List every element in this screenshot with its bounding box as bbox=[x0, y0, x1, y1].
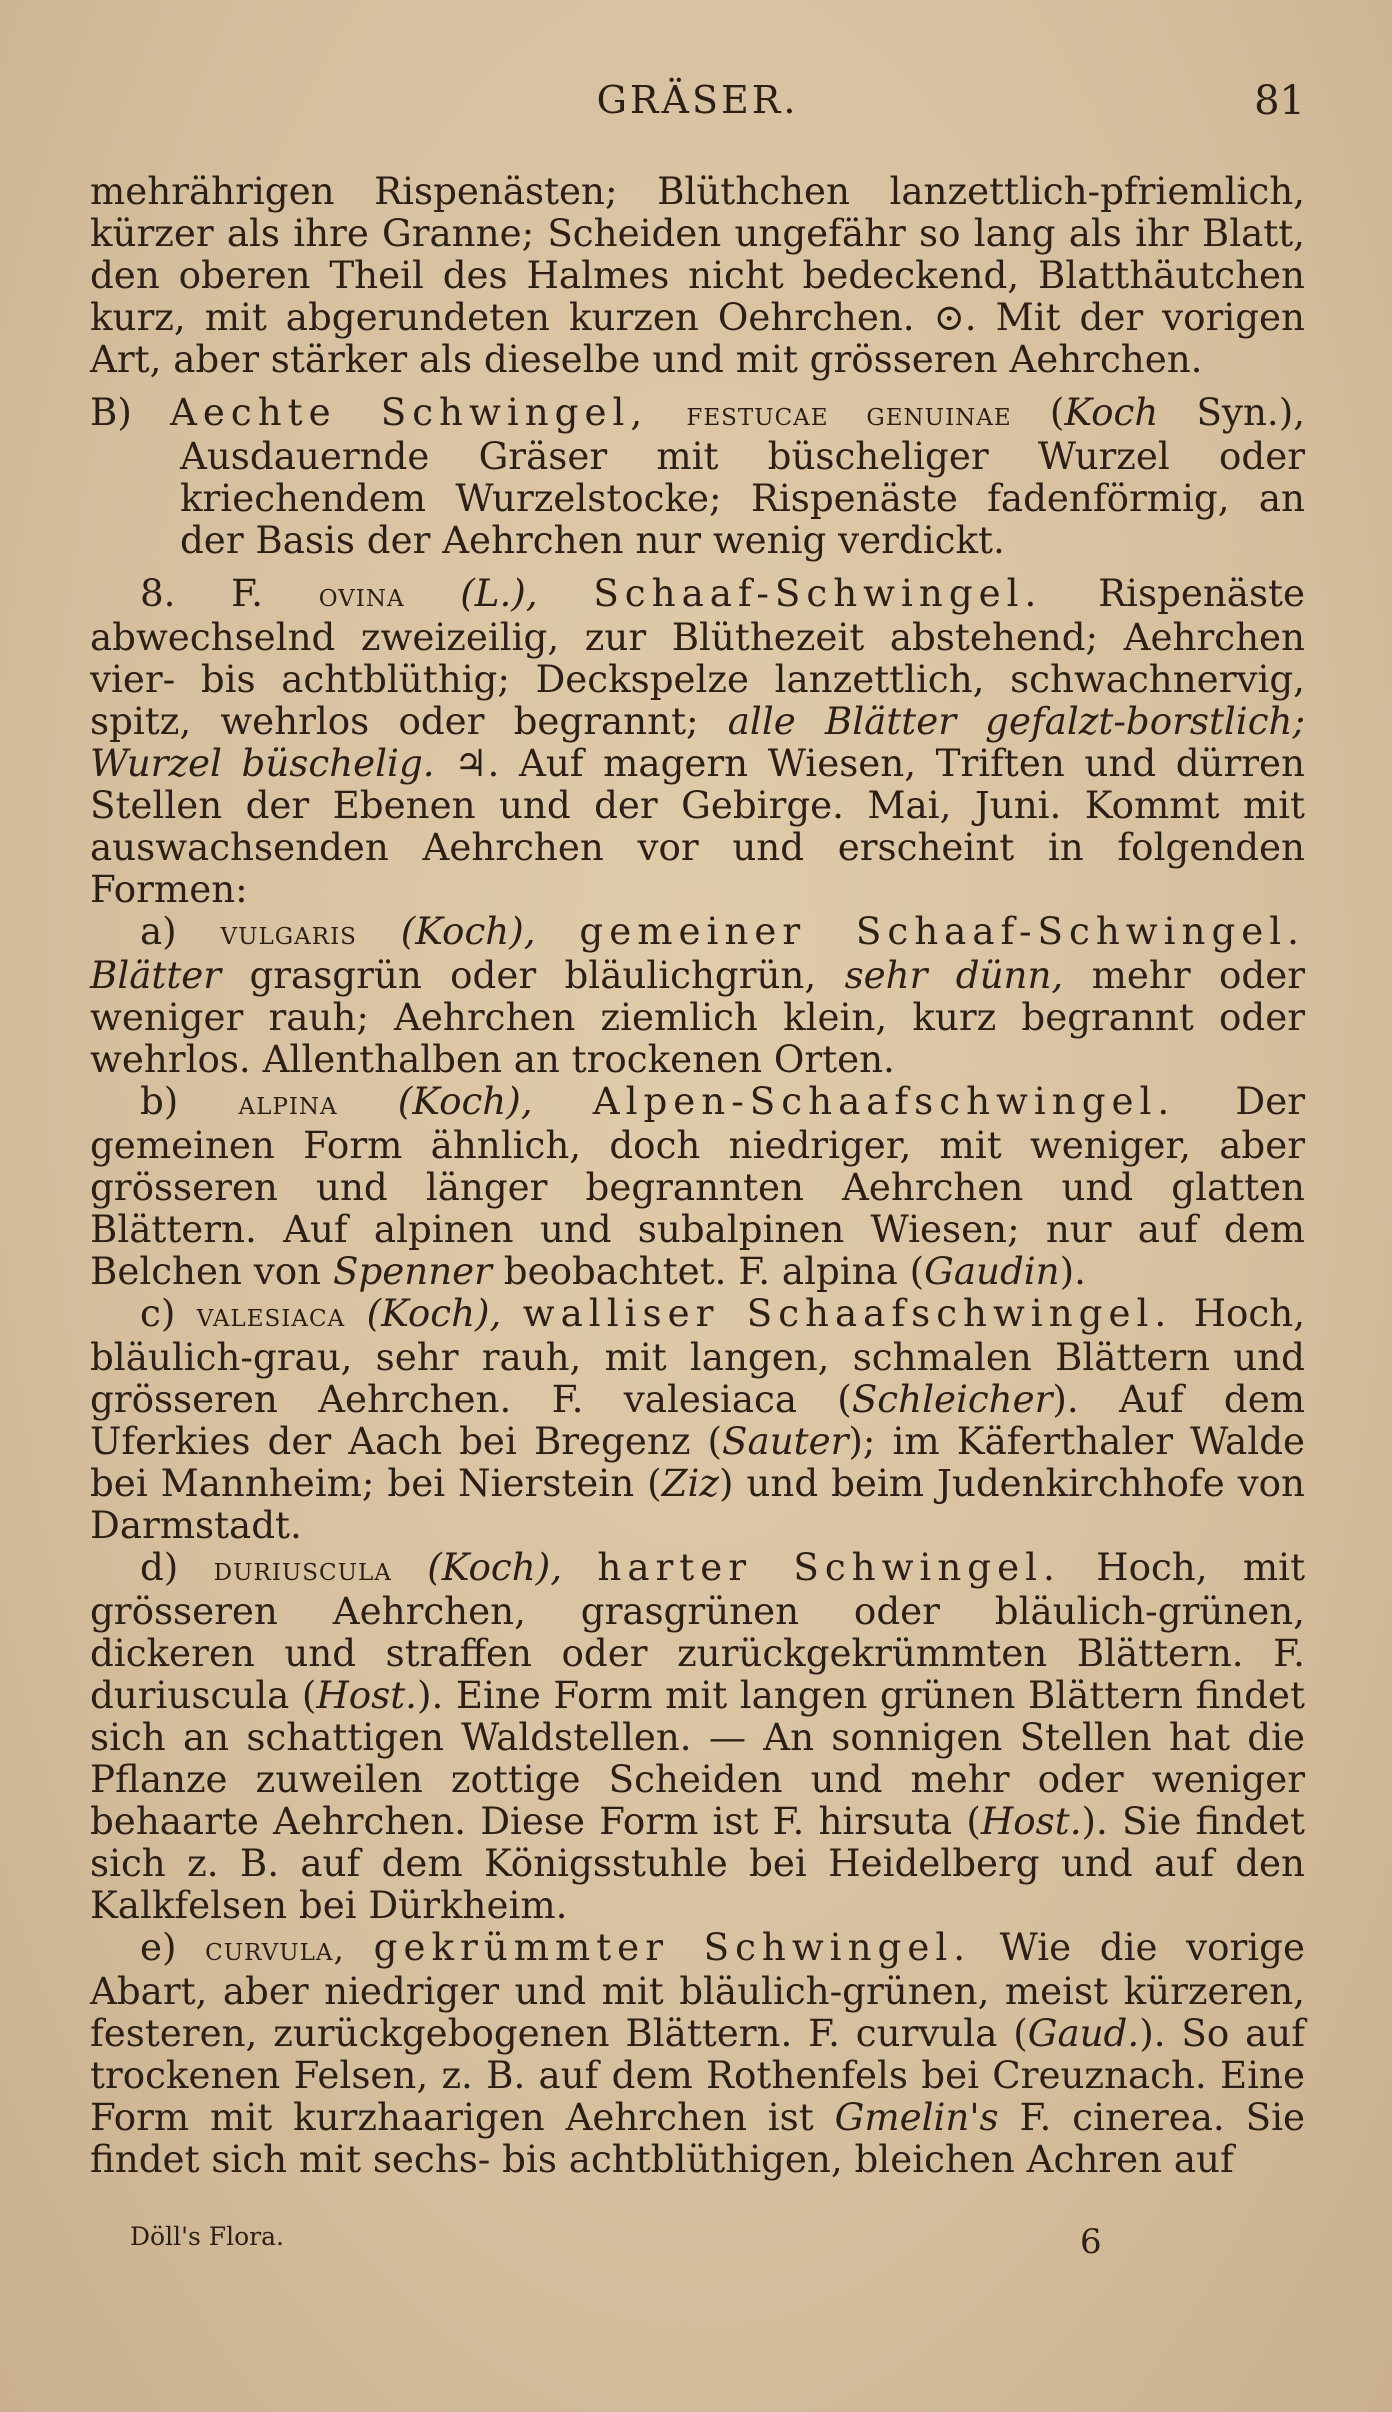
form-a-vulgaris: a) vulgaris (Koch), gemeiner Schaaf-Schwingel. Blätter grasgrün oder bläulichgrün, sehr dünn, mehr oder weniger rauh; Aehrchen ziemlich klein, kurz begrannt oder wehrlos. Allenthalben an trockenen Orten. bbox=[90, 909, 1305, 1081]
running-title: GRÄSER. bbox=[596, 78, 799, 122]
form-c-valesiaca: c) valesiaca (Koch), walliser Schaafschwingel. Hoch, bläulich-grau, sehr rauh, mit langen, schmalen Blättern und grösseren Aehrchen. F. valesiaca (Schleicher). Auf dem Uferkies der Aach bei Bregenz (Sauter); im Käferthaler Walde bei Mannheim; bei Nierstein (Ziz) und beim Judenkirchhofe von Darmstadt. bbox=[90, 1291, 1306, 1547]
form-b-alpina: b) alpina (Koch), Alpen-Schaafschwingel. Der gemeinen Form ähnlich, doch niedriger, mit weniger, aber grösseren und länger begrannten Aehrchen und glatten Blättern. Auf alpinen und subalpinen Wiesen; nur auf dem Belchen von Spenner beobachtet. F. alpina (Gaudin). bbox=[90, 1079, 1305, 1293]
species-8-ovina: 8. F. ovina (L.), Schaaf-Schwingel. Rispenäste abwechselnd zweizeilig, zur Blüthezeit abstehend; Aehrchen vier- bis achtblüthig; Deckspelze lanzettlich, schwachnervig, spitz, wehrlos oder begrannt; alle Blätter gefalzt-borstlich; Wurzel büschelig. ♃. Auf magern Wiesen, Triften und dürren Stellen der Ebenen und der Gebirge. Mai, Juni. Kommt mit auswachsenden Aehrchen vor und erscheint in folgenden Formen: bbox=[90, 571, 1306, 911]
page-footer bbox=[130, 2222, 1130, 2262]
body-text bbox=[90, 170, 1305, 2180]
form-d-duriuscula: d) duriuscula (Koch), harter Schwingel. Hoch, mit grösseren Aehrchen, grasgrünen oder bläulich-grünen, dickeren und straffen oder zurückgekrümmten Blättern. F. duriuscula (Host.). Eine Form mit langen grünen Blättern findet sich an schattigen Waldstellen. — An sonnigen Stellen hat die Pflanze zuweilen zottige Scheiden und mehr oder weniger behaarte Aehrchen. Diese Form ist F. hirsuta (Host.). Sie findet sich z. B. auf dem Königsstuhle bei Heidelberg und auf den Kalkfelsen bei Dürkheim. bbox=[90, 1545, 1306, 1927]
paragraph-continuation: mehrährigen Rispenästen; Blüthchen lanzettlich-pfriemlich, kürzer als ihre Granne; Scheiden ungefähr so lang als ihr Blatt, den oberen Theil des Halmes nicht bedeckend, Blatthäutchen kurz, mit abgerundeten kurzen Oehrchen. ⊙. Mit der vorigen Art, aber stärker als dieselbe und mit grösseren Aehrchen. bbox=[90, 169, 1305, 381]
page-header bbox=[90, 78, 1305, 128]
page-number: 81 bbox=[1254, 78, 1305, 124]
sheet-mark: 6 bbox=[1080, 2222, 1102, 2262]
section-b-heading: B) Aechte Schwingel, festucae genuinae (Koch Syn.), Ausdauernde Gräser mit büscheliger Wurzel oder kriechendem Wurzelstocke; Rispenäste fadenförmig, an der Basis der Aehrchen nur wenig verdickt. bbox=[90, 390, 1306, 562]
footer-signature: Döll's Flora. bbox=[130, 2222, 284, 2251]
form-e-curvula: e) curvula, gekrümmter Schwingel. Wie die vorige Abart, aber niedriger und mit bläulich-grünen, meist kürzeren, festeren, zurückgebogenen Blättern. F. curvula (Gaud.). So auf trockenen Felsen, z. B. auf dem Rothenfels bei Creuznach. Eine Form mit kurzhaarigen Aehrchen ist Gmelin's F. cinerea. Sie findet sich mit sechs- bis achtblüthigen, bleichen Achren auf bbox=[90, 1925, 1305, 2181]
